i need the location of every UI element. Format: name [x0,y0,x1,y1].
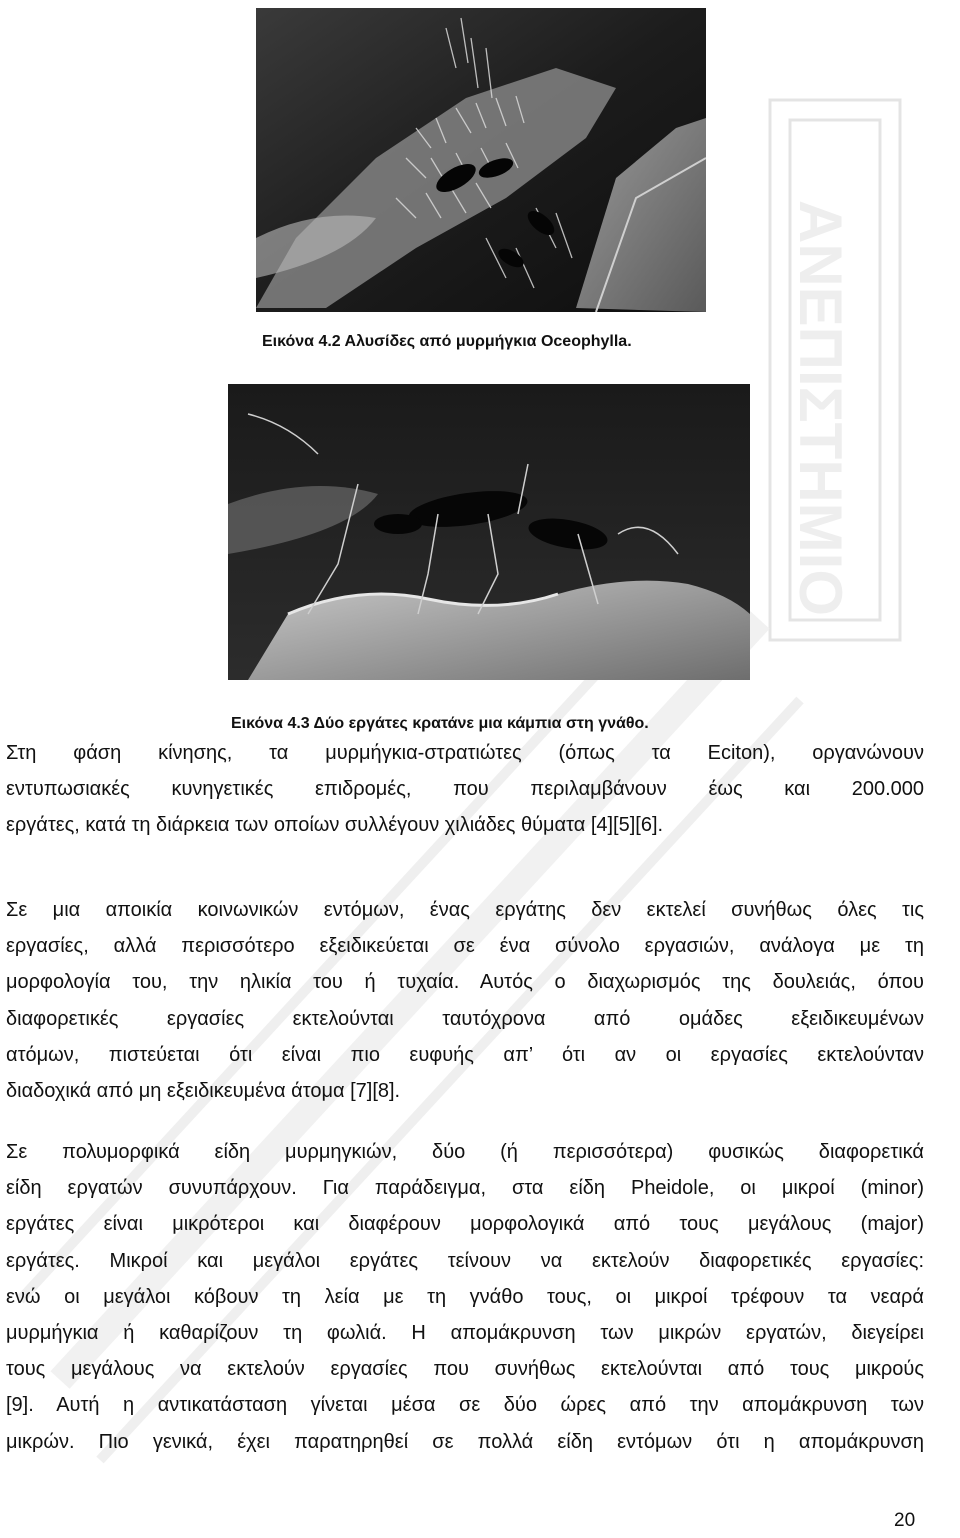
text-line: Σε μια αποικία κοινωνικών εντόμων, ένας εργάτης δεν εκτελεί συνήθως όλες τις [6,899,924,921]
text-line: μορφολογία του, την ηλικία του ή τυχαία. Αυτός ο διαχωρισμός της δουλειάς, όπου [6,971,924,994]
text-line: τους μεγάλους να εκτελούν εργασίες που συνήθως εκτελούνται από τους μικρούς [6,1358,924,1381]
ant-chain-photo [256,8,706,312]
text-line: διαφορετικές εργασίες εκτελούνται ταυτόχρονα από ομάδες εξειδικευμένων [6,1007,924,1030]
text-line: μικρών. Πιο γενικά, έχει παρατηρηθεί σε πολλά είδη εντόμων ότι η απομάκρυνση [6,1430,924,1453]
text-line: Σε πολυμορφικά είδη μυρμηγκιών, δύο (ή περισσότερα) φυσικώς διαφορετικά [6,1141,924,1163]
workers-caterpillar-photo [228,384,750,680]
text-line: ενώ οι μεγάλοι κόβουν τη λεία με τη γνάθο τους, οι μικροί τρέφουν τα νεαρά [6,1285,924,1308]
figure-caption: Εικόνα 4.3 Δύο εργάτες κρατάνε μια κάμπια στη γνάθο. [231,715,649,732]
text-line: ατόμων, πιστεύεται ότι είναι πιο ευφυής απ’ ότι αν οι εργασίες εκτελούνταν [6,1043,924,1066]
body-paragraph [6,735,924,844]
text-line: εργάτες, κατά τη διάρκεια των οποίων συλλέγουν χιλιάδες θύματα [4][5][6]. [6,814,664,837]
text-line: εργάτες είναι μικρότεροι και διαφέρουν μορφολογικά από τους μεγάλους (major) [6,1213,924,1236]
text-line: εργάτες. Μικροί και μεγάλοι εργάτες τείνουν να εκτελούν διαφορετικές εργασίες: [6,1249,924,1272]
text-line: [9]. Αυτή η αντικατάσταση γίνεται μέσα σε δύο ώρες από την απομάκρυνση των [6,1394,924,1417]
body-paragraph [6,1134,924,1460]
text-line: Στη φάση κίνησης, τα μυρμήγκια-στρατιώτες (όπως τα Eciton), οργανώνουν [6,742,924,764]
page-number: 20 [894,1510,916,1531]
text-line: μυρμήγκια ή καθαρίζουν τη φωλιά. Η απομάκρυνση των μικρών εργατών, διεγείρει [6,1322,924,1345]
body-paragraph [6,892,924,1109]
text-line: είδη εργατών συνυπάρχουν. Για παράδειγμα, στα είδη Pheidole, οι μικροί (minor) [6,1177,924,1200]
svg-text:ΑΝΕΠΙΣΤΗΜΙΟ: ΑΝΕΠΙΣΤΗΜΙΟ [787,200,854,616]
text-line: εργασίες, αλλά περισσότερο εξειδικεύεται σε ένα σύνολο εργασιών, ανάλογα με τη [6,935,924,958]
figure-caption: Εικόνα 4.2 Αλυσίδες από μυρμήγκια Oceophylla. [262,333,632,350]
text-line: διαδοχικά από μη εξειδικευμένα άτομα [7][8]. [6,1080,401,1103]
text-line: εντυπωσιακές κυνηγετικές επιδρομές, που περιλαμβάνουν έως και 200.000 [6,778,924,801]
